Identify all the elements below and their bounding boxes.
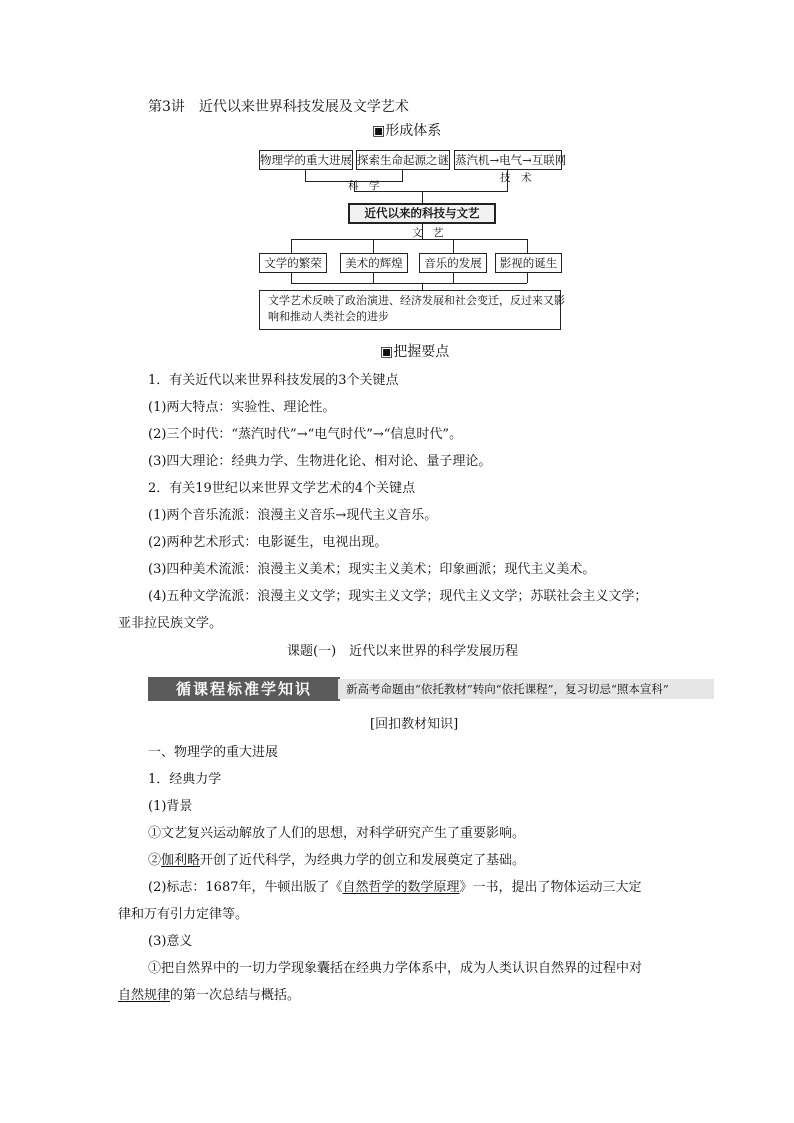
diagram-box-music: 音乐的发展 [419, 253, 487, 273]
body-background-label: (1)背景 [148, 799, 193, 814]
connector [373, 239, 374, 253]
label-technology: 技 术 [500, 172, 532, 184]
point-item: (2)三个时代：“蒸汽时代”→“电气时代”→“信息时代”。 [148, 427, 463, 442]
section-system-heading: ▣形成体系 [372, 123, 442, 139]
body-meaning-1-continued [118, 984, 300, 1003]
diagram-summary-box [259, 290, 565, 330]
section-points-heading: ▣把握要点 [380, 344, 450, 360]
connector [291, 239, 527, 240]
label-culture: 文 艺 [412, 227, 444, 239]
underlined-term-galileo: 伽利略 [161, 853, 201, 868]
diagram-center-box: 近代以来的科技与文艺 [348, 203, 496, 224]
point-item-continued: 亚非拉民族文学。 [118, 616, 223, 631]
circled-number: ② [148, 853, 162, 868]
body-heading-1: 一、物理学的重大进展 [148, 745, 279, 760]
diagram-box-tech-eras: 蒸汽机→电气→互联网 [454, 150, 562, 170]
point-item: (3)四种美术流派：浪漫主义美术；现实主义美术；印象画派；现代主义美术。 [148, 562, 596, 577]
connector [373, 273, 374, 283]
sub-heading: [回扣教材知识] [370, 717, 459, 732]
diagram-box-life-origin: 探索生命起源之谜 [356, 150, 450, 170]
point-item: (1)两个音乐流派：浪漫主义音乐→现代主义音乐。 [148, 508, 438, 523]
diagram-box-art: 美术的辉煌 [340, 253, 408, 273]
body-background-1: ①文艺复兴运动解放了人们的思想，对科学研究产生了重要影响。 [148, 826, 526, 841]
lecture-title: 第3讲 近代以来世界科技发展及文学艺术 [148, 99, 409, 115]
body-meaning-1: ①把自然界中的一切力学现象囊括在经典力学体系中，成为人类认识自然界的过程中对 [148, 961, 643, 976]
body-background-2 [148, 849, 525, 868]
text-run: 的第一次总结与概括。 [170, 988, 301, 1003]
summary-line-1: 文学艺术反映了政治演进、经济发展和社会变迁，反过来又影 [268, 294, 565, 307]
text-run: (2)标志：1687年，牛顿出版了《 [148, 880, 343, 895]
connector [291, 283, 527, 284]
body-meaning-label: (3)意义 [148, 934, 193, 949]
body-sign-continued: 律和万有引力定律等。 [118, 907, 249, 922]
body-heading-2: 1．经典力学 [148, 772, 222, 787]
point-item: (3)四大理论：经典力学、生物进化论、相对论、量子理论。 [148, 454, 492, 469]
connector [291, 239, 292, 253]
connector [422, 283, 423, 290]
connector [422, 191, 423, 203]
diagram-box-film: 影视的诞生 [495, 253, 562, 273]
topic-title: 课题(一) 近代以来世界的科学发展历程 [287, 644, 519, 659]
diagram-box-physics: 物理学的重大进展 [259, 150, 353, 170]
point-heading-1: 1．有关近代以来世界科技发展的3个关键点 [148, 373, 399, 388]
underlined-term-principia: 自然哲学的数学原理 [342, 880, 460, 895]
banner-right: 新高考命题由“依托教材”转向“依托课程”，复习切忌“照本宣科” [338, 679, 714, 699]
connector [453, 239, 454, 253]
body-sign-line [148, 876, 642, 895]
connector [291, 273, 292, 283]
underlined-term-natural-law: 自然规律 [118, 988, 171, 1003]
point-heading-2: 2．有关19世纪以来世界文学艺术的4个关键点 [148, 481, 416, 496]
label-science: 科 学 [348, 180, 380, 192]
connector [527, 239, 528, 253]
point-item: (2)两种艺术形式：电影诞生，电视出现。 [148, 535, 388, 550]
text-run: 》一书，提出了物体运动三大定 [459, 880, 642, 895]
text-run: 开创了近代科学，为经典力学的创立和发展奠定了基础。 [200, 853, 526, 868]
summary-line-2: 响和推动人类社会的进步 [268, 310, 389, 323]
diagram-box-literature: 文学的繁荣 [259, 253, 327, 273]
connector [453, 273, 454, 283]
banner-left: 循课程标准学知识 [148, 677, 340, 701]
connector [527, 273, 528, 283]
point-item: (4)五种文学流派：浪漫主义文学；现实主义文学；现代主义文学；苏联社会主义文学； [148, 589, 648, 604]
point-item: (1)两大特点：实验性、理论性。 [148, 400, 336, 415]
